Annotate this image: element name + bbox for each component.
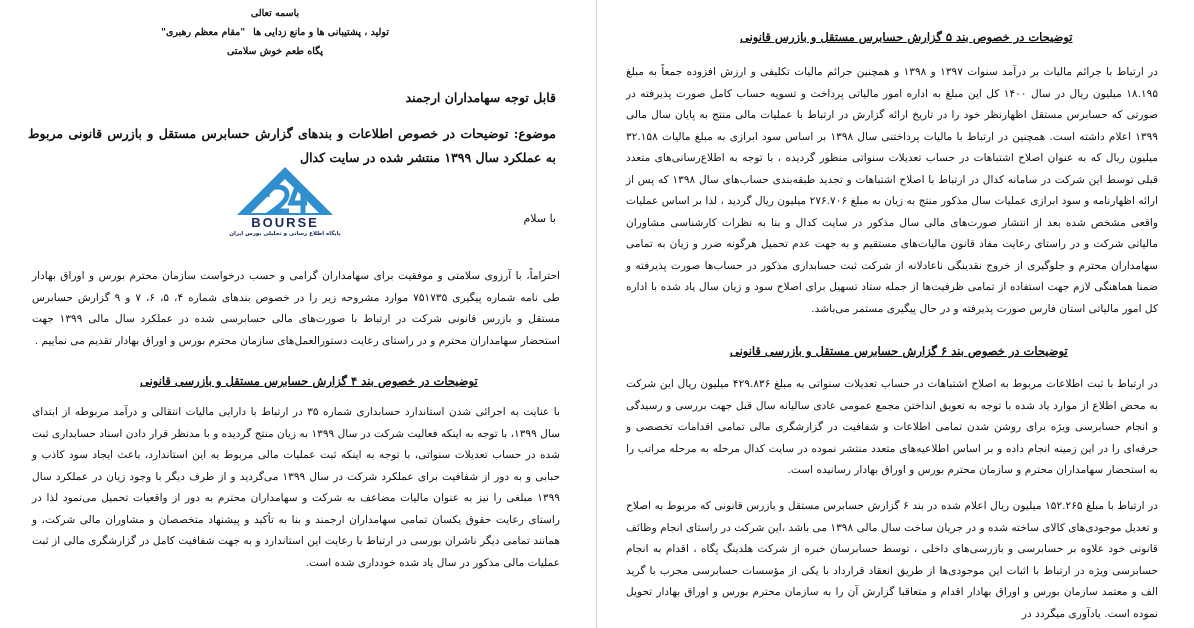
section-6-title: توضیحات در خصوص بند ۶ گزارش حسابرس مستقل و بازرسی قانونی (730, 344, 1068, 358)
basmala: باسمه تعالی (250, 8, 300, 19)
section-4-paragraph: با عنایت به اجرائی شدن استاندارد حسابداری شماره ۳۵ در ارتباط با دارایی مالیات انتقالی و درآمد مربوطه از ابتدای سال ۱۳۹۹، با توجه به اینکه فعالیت شرکت در سال ۱۳۹۹ به زیان منتج گردیده و با مدنظر قرار دادن اسناد حسابداری ثبت شده در حساب تعدیلات سنواتی، با توجه به اینکه ثبت عملیات مالی مربوط به این استاندارد، باعث ایجاد سود کاذب و حبابی و به دور از شفافیت برای عملکرد شرکت در سال ۱۳۹۹ می‌گردید و از طرف دیگر با وجود زیان در عملکرد سال ۱۳۹۹ مبلغی را نیز به عنوان مالیات مضاعف به شرکت و سهامداران محترم به دور از واقعیات تحمیل می‌نمود لذا در راستای رعایت حقوق یکسان تمامی سهامداران ارجمند و بنا به تأکید و پیشنهاد متخصصان و مشاوران مالی شرکت، و همانند تمامی دیگر ناشران بورسی در ارتباط با رعایت این استاندارد و به جهت شفافیت کامل در گزارشگری مالی از ثبت عملیات مالی مذکور در سال یاد شده خودداری شده است. (32, 406, 561, 569)
logo-subtitle: پایگاه اطلاع رسانی و تحلیلی بورس ایران (229, 231, 341, 237)
section-4-title: توضیحات در خصوص بند ۴ گزارش حسابرس مستقل و بازرسی قانونی (140, 374, 478, 388)
letterhead (160, 4, 390, 61)
company-tagline: پگاه طعم خوش سلامتی (226, 46, 324, 57)
section-6-paragraph-b: در ارتباط با مبلغ ۱۵۲.۲۶۵ میلیون ریال اعلام شده در بند ۶ گزارش حسابرس مستقل و بازرس قانونی که مربوط به اصلاح و تعدیل موجودی‌های کالای ساخته شده و در جریان ساخت سال مالی ۱۳۹۸ می باشد ،این شرکت در راستای انجام وظائف قانونی خود علاوه بر حسابرسی و بازرسی‌های داخلی ، توسط حسابرسان خبره از شرکت هلدینگ پگاه ، اقدام به انجام حسابرسی ویژه در ارتباط با اثبات این موجودی‌ها از طریق انعقاد قرارداد با یکی از مؤسسات حسابرسی مجرب با گرید الف و معتمد سازمان بورس و اوراق بهادار اقدام و متعاقبا گزارش آن را به سازمان محترم بورس و اوراق بهادار تحویل نموده است. یادآوری میگردد در (626, 500, 1159, 620)
page-divider (596, 0, 597, 628)
slogan: تولید ، پشتیبانی ها و مانع زدایی ها (253, 27, 389, 38)
subject-line: موضوع: توضیحات در خصوص اطلاعات و بندهای گزارش حسابرس مستقل و بازرس قانونی مربوط به عملکرد سال ۱۳۹۹ منتشر شده در سایت کدال (28, 126, 556, 165)
slogan-row (160, 23, 390, 42)
right-page (598, 0, 1194, 628)
recipient-line: قابل توجه سهامداران ارجمند (405, 90, 556, 105)
slogan-quote: "مقام معظم رهبری" (161, 27, 246, 38)
bourse-triangle-icon (237, 167, 333, 215)
section-5-title: توضیحات در خصوص بند ۵ گزارش حسابرس مستقل و بازرس قانونی (740, 30, 1073, 44)
intro-paragraph: احتراماً، با آرزوی سلامتی و موفقیت برای سهامداران گرامی و حسب درخواست سازمان محترم بورس و اوراق بهادار طی نامه شماره پیگیری ۷۵۱۷۳۵ موارد مشروحه زیر را در خصوص بندهای شماره ۴، ۵، ۶، ۷ و ۹ گزارش حسابرس مستقل و بازرس قانونی شرکت در ارتباط با صورت‌های مالی حسابرسی شده در عملکرد سال مالی ۱۳۹۹ جهت استحضار سهامداران محترم و در راستای رعایت دستورالعمل‌های سازمان محترم بورس و اوراق بهادار تقدیم می نماییم . (32, 270, 561, 347)
section-6-paragraph-a: در ارتباط با ثبت اطلاعات مربوط به اصلاح اشتباهات در حساب تعدیلات سنواتی به مبلغ ۴۲۹.۸۳۶ میلیون ریال این شرکت به محض اطلاع از موارد یاد شده با توجه به تعویق انداختن مجمع عمومی عادی سالیانه سال قبل جهت بررسی و رسیدگی و انجام حسابرسی ویژه برای روشن شدن تمامی اطلاعات و شفافیت در گزارشگری مالی تمامی اقدامات تخصصی و حرفه‌ای را در این زمینه انجام داده و بر اساس اطلاعیه‌های متعدد منتشر نموده در سایت کدال مرحله به مرحله مراتب را به استحضار سهامداران محترم و سازمان محترم بورس و اوراق بهادار رسانیده است. (626, 378, 1158, 476)
left-page (0, 0, 596, 628)
logo-wordmark: BOURSE (251, 215, 319, 230)
bourse-24-logo (215, 165, 355, 237)
greeting: با سلام (523, 212, 556, 225)
section-5-paragraph: در ارتباط با جرائم مالیات بر درآمد سنوات ۱۳۹۷ و ۱۳۹۸ و همچنین جرائم مالیات تکلیفی و ارزش افزوده جمعاً به مبلغ ۱۸.۱۹۵ میلیون ریال در سال ۱۴۰۰ کل این مبلغ به اداره امور مالیاتی پرداخت و تسویه حساب کامل صورت پذیرفته در صورتی که حسابرس مستقل اظهارنظر خود را در تاریخ ارائه گزارش در ارتباط با عملیات مالی منتج به پایان سال مالی ۱۳۹۹ اعلام داشته است. همچنین در ارتباط با مالیات پرداختنی سال ۱۳۹۸ بر اساس سود ابرازی به مبلغ مالیات ۳۲.۱۵۸ میلیون ریال که به عنوان اصلاح اشتباهات در حساب تعدیلات سنواتی منظور گردیده ، با توجه به اطلاع‌رسانی‌های متعدد قبلی توسط این شرکت در سامانه کدال در ارتباط با اصلاح اشتباهات و تجدید طبقه‌بندی حساب‌های سال ۱۳۹۸ که پس از ارائه اظهارنامه و سود ابرازی عملیات سال مذکور منتج به زیان به مبلغ ۲۷۶.۷۰۶ میلیون ریال گردید ، لذا بر اساس عملیات واقعی مشخص شده بعد از انتشار صورت‌های مالی سال مذکور در سایت کدال و بنا به نظرات کارشناسی مشاوران مالیاتی شرکت و در راستای رعایت مفاد قانون مالیات‌های مستقیم و به جهت عدم تحمیل هرگونه ضرر و زیان به تمامی سهامداران محترم و جلوگیری از خروج نقدینگی ناعادلانه از شرکت ثبت حسابداری مذکور در حساب‌ها صورت پذیرفته و ضمنا هماهنگی لازم جهت استفاده از تمامی ظرفیت‌ها از جمله ستاد تسهیل برای اصلاح سود و زیان سال یاد شده با اداره کل امور مالیاتی استان فارس صورت پذیرفته و در حال پیگیری مستمر می‌باشد. (626, 66, 1159, 315)
